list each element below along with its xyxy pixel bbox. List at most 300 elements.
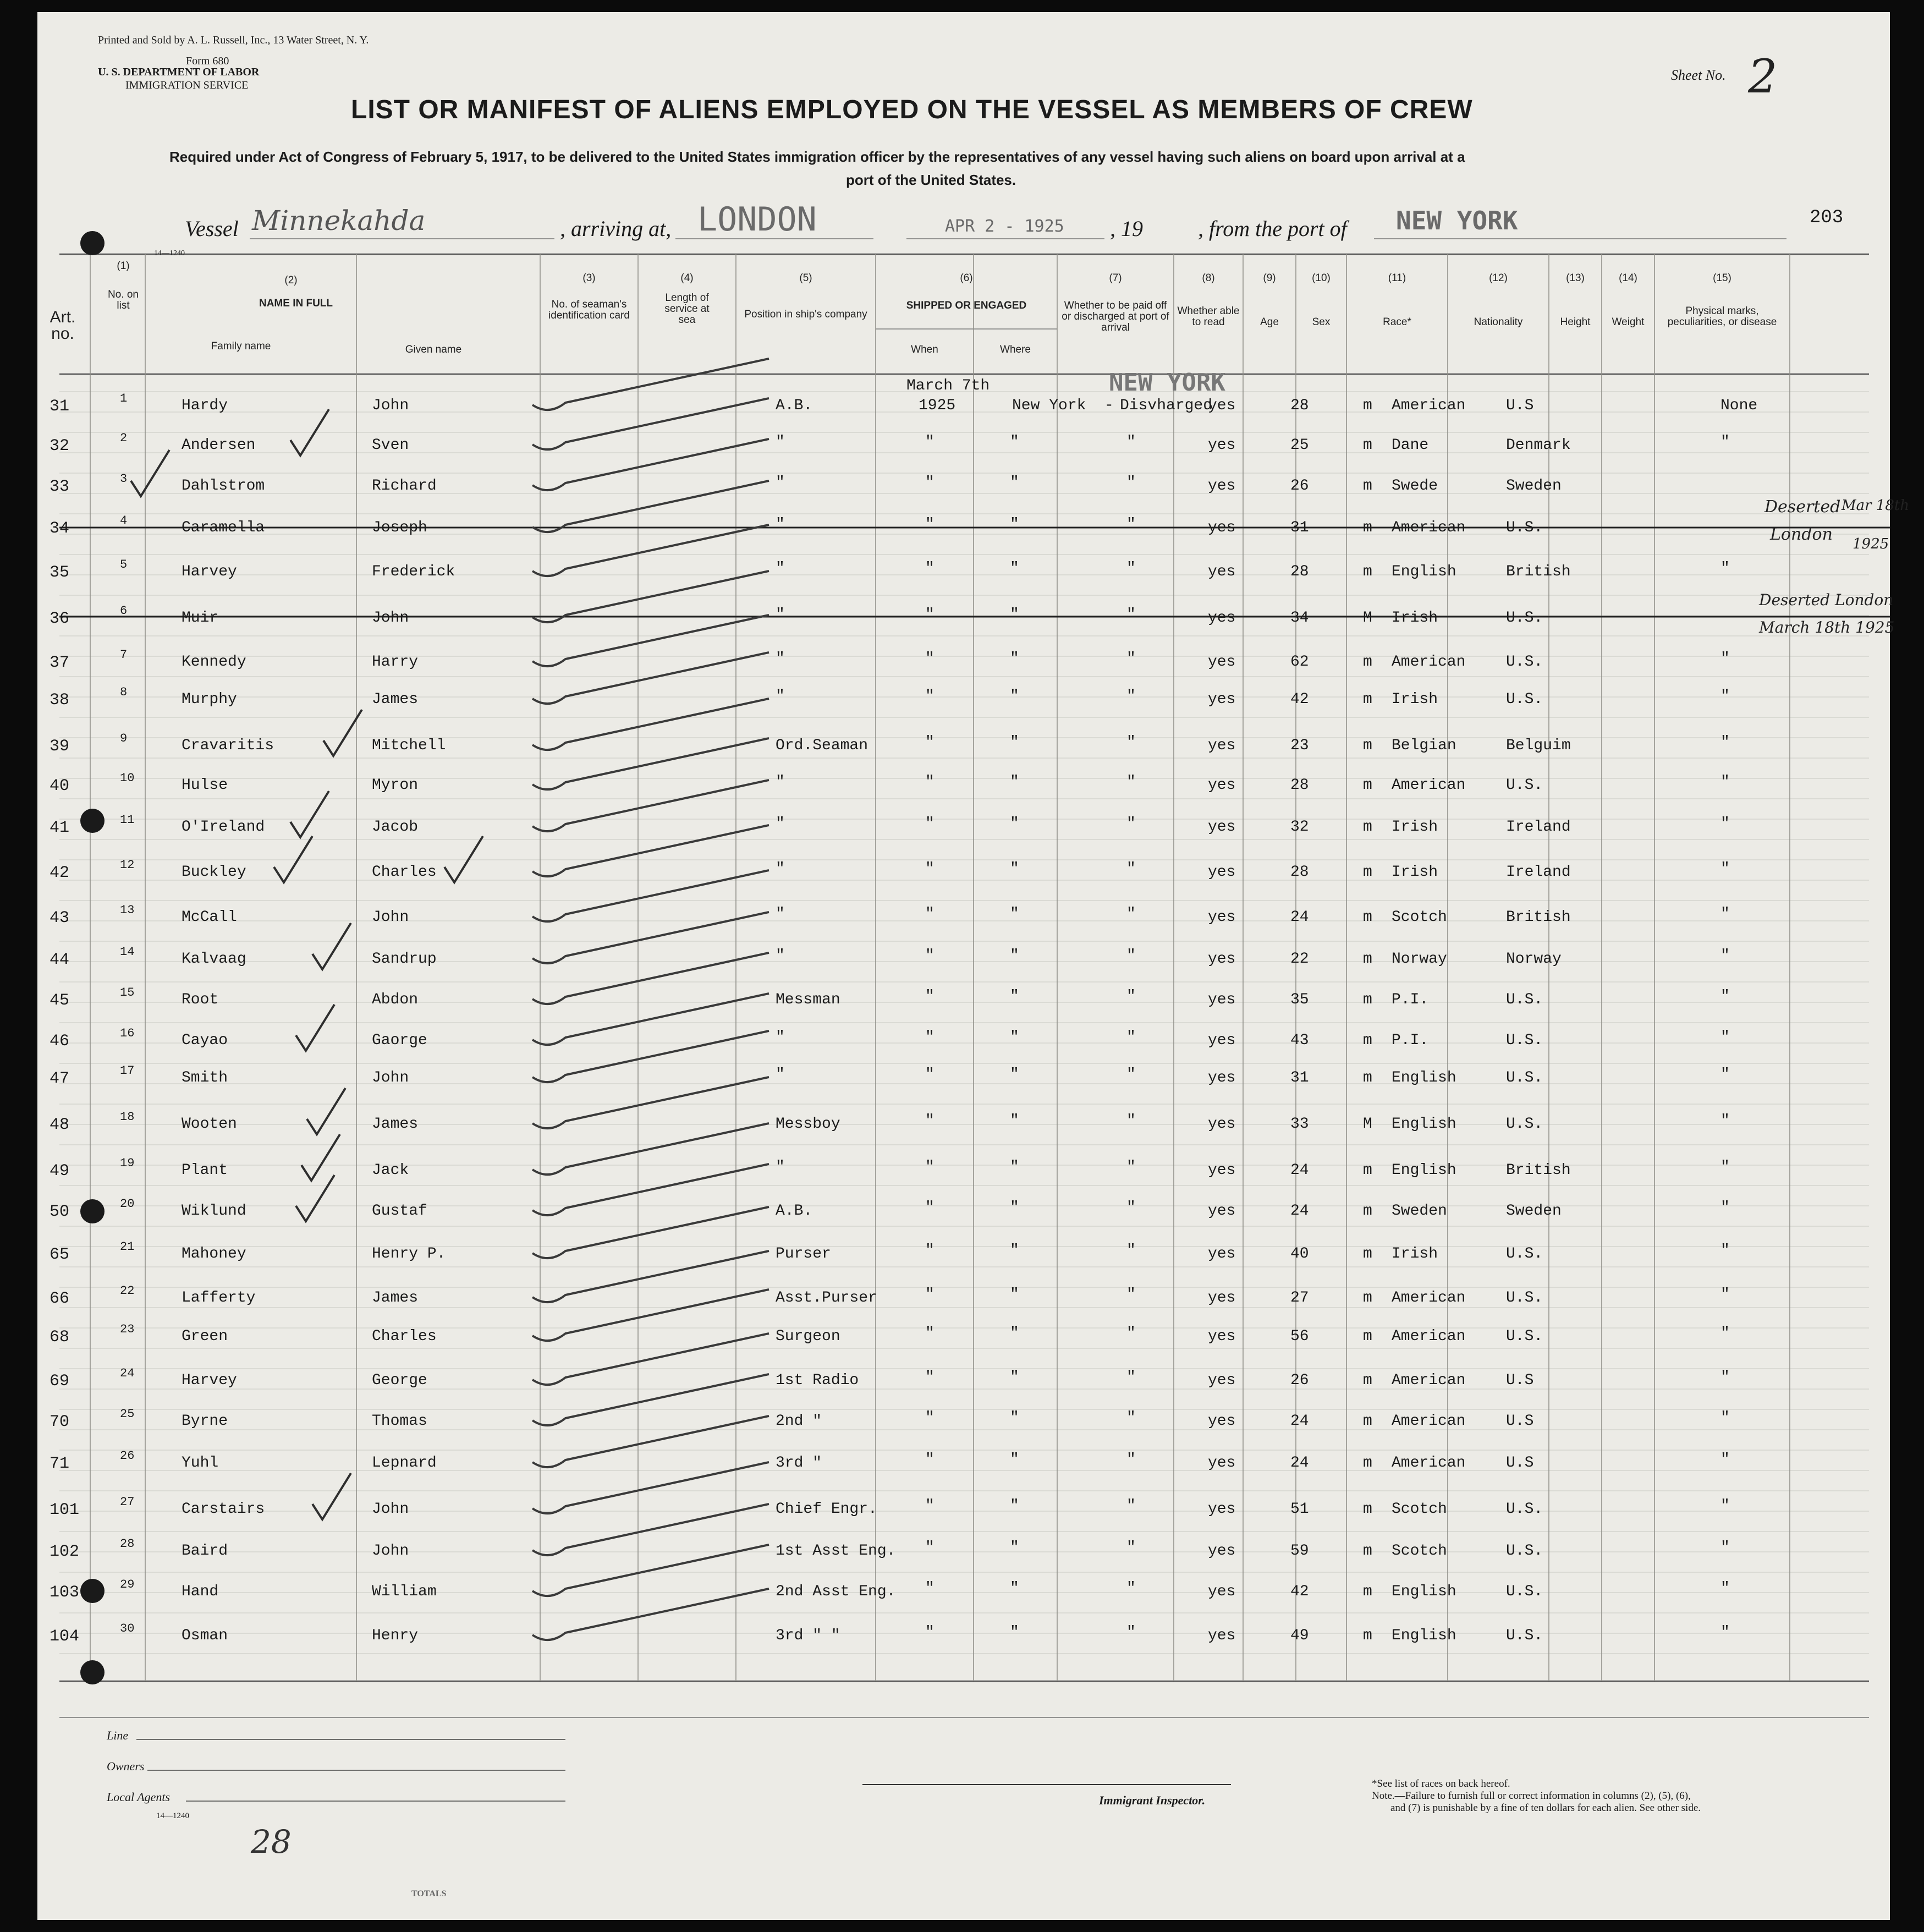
cell-shipped-where: " bbox=[1010, 860, 1019, 877]
col-11-label: Race* bbox=[1383, 316, 1411, 328]
cell-shipped-when: " bbox=[925, 734, 934, 751]
cell-discharged: " bbox=[1126, 1497, 1136, 1514]
tick-mark bbox=[274, 836, 312, 882]
cell-race: P.I. bbox=[1392, 991, 1429, 1008]
cell-discharged: " bbox=[1126, 734, 1136, 751]
cell-discharged: " bbox=[1126, 1409, 1136, 1426]
cell-nationality: U.S. bbox=[1506, 1245, 1543, 1263]
cell-able-to-read: yes bbox=[1208, 1501, 1236, 1518]
col-6a-label: When bbox=[911, 344, 938, 355]
cell-nationality: Ireland bbox=[1506, 864, 1571, 881]
cell-list-no: 28 bbox=[120, 1537, 135, 1551]
cell-sex: m bbox=[1363, 477, 1372, 495]
cell-able-to-read: yes bbox=[1208, 1543, 1236, 1560]
cell-race: P.I. bbox=[1392, 1032, 1429, 1049]
cell-age: 40 bbox=[1290, 1245, 1309, 1263]
cell-art-no: 33 bbox=[50, 477, 70, 496]
cell-age: 23 bbox=[1290, 737, 1309, 754]
cell-list-no: 15 bbox=[120, 986, 135, 1000]
pen-check-mark bbox=[532, 1031, 769, 1082]
pen-check-mark bbox=[532, 525, 769, 576]
cell-age: 42 bbox=[1290, 1583, 1309, 1600]
col-2a-label: Family name bbox=[211, 341, 271, 352]
cell-race: American bbox=[1392, 777, 1466, 794]
cell-nationality: U.S. bbox=[1506, 691, 1543, 708]
cell-discharged: " bbox=[1126, 1624, 1136, 1641]
cell-shipped-when: " bbox=[925, 1199, 934, 1216]
tick-mark bbox=[312, 923, 351, 969]
cell-age: 22 bbox=[1290, 951, 1309, 968]
cell-position: " bbox=[776, 1029, 785, 1046]
cell-sex: m bbox=[1363, 951, 1372, 968]
cell-family-name: Buckley bbox=[182, 864, 246, 881]
cell-art-no: 34 bbox=[50, 519, 70, 538]
cell-family-name: Hand bbox=[182, 1583, 219, 1600]
new-york-stamp: NEW YORK bbox=[1109, 369, 1225, 397]
cell-race: Belgian bbox=[1392, 737, 1456, 754]
cell-able-to-read: yes bbox=[1208, 1162, 1236, 1179]
cell-family-name: Harvey bbox=[182, 1372, 237, 1389]
cell-sex: m bbox=[1363, 1583, 1372, 1600]
cell-given-name: William bbox=[372, 1583, 437, 1600]
cell-physical-marks: None bbox=[1720, 397, 1758, 414]
col-8-label: Whether able to read bbox=[1177, 305, 1240, 328]
manifest-date: APR 2 - 1925 bbox=[945, 217, 1064, 236]
from-port: NEW YORK bbox=[1396, 206, 1518, 235]
cell-age: 26 bbox=[1290, 477, 1309, 495]
deserted-note-2a: Deserted London bbox=[1759, 591, 1894, 609]
cell-discharged: " bbox=[1126, 474, 1136, 491]
cell-age: 24 bbox=[1290, 1455, 1309, 1472]
cell-nationality: U.S. bbox=[1506, 1032, 1543, 1049]
manifest-sheet bbox=[37, 12, 1910, 1920]
cell-position: 3rd " bbox=[776, 1455, 822, 1472]
cell-shipped-when: " bbox=[925, 1066, 934, 1083]
cell-shipped-when: " bbox=[925, 1242, 934, 1259]
cell-race: American bbox=[1392, 1328, 1466, 1345]
cell-given-name: John bbox=[372, 610, 409, 627]
cell-given-name: James bbox=[372, 691, 419, 708]
col-1-num: (1) bbox=[117, 260, 130, 272]
pen-check-mark bbox=[532, 439, 769, 490]
tick-mark bbox=[296, 1175, 334, 1221]
binder-hole bbox=[80, 1199, 105, 1223]
cell-sex: m bbox=[1363, 777, 1372, 794]
cell-age: 33 bbox=[1290, 1116, 1309, 1133]
pen-check-mark bbox=[532, 912, 769, 963]
cell-physical-marks: " bbox=[1720, 1159, 1730, 1176]
cell-position: Asst.Purser bbox=[776, 1289, 877, 1307]
cell-sex: m bbox=[1363, 1372, 1372, 1389]
cell-sex: m bbox=[1363, 1162, 1372, 1179]
cell-given-name: George bbox=[372, 1372, 427, 1389]
pen-check-mark bbox=[532, 359, 769, 410]
cell-able-to-read: yes bbox=[1208, 563, 1236, 580]
cell-given-name: Abdon bbox=[372, 991, 419, 1008]
pen-check-mark bbox=[532, 398, 769, 449]
footer-totals: TOTALS bbox=[411, 1889, 447, 1898]
cell-sex: m bbox=[1363, 654, 1372, 671]
cell-list-no: 7 bbox=[120, 648, 128, 662]
cell-race: American bbox=[1392, 654, 1466, 671]
cell-family-name: Wooten bbox=[182, 1116, 237, 1133]
cell-sex: M bbox=[1363, 610, 1372, 627]
cell-position: Surgeon bbox=[776, 1328, 840, 1345]
cell-physical-marks: " bbox=[1720, 1199, 1730, 1216]
cell-race: Scotch bbox=[1392, 909, 1447, 926]
cell-shipped-where: " bbox=[1010, 688, 1019, 705]
cell-family-name: Caramella bbox=[182, 519, 265, 536]
cell-sex: m bbox=[1363, 1032, 1372, 1049]
cell-nationality: U.S. bbox=[1506, 1543, 1543, 1560]
cell-able-to-read: yes bbox=[1208, 991, 1236, 1008]
cell-race: English bbox=[1392, 1627, 1456, 1644]
cell-shipped-where: " bbox=[1010, 1159, 1019, 1176]
cell-nationality: U.S. bbox=[1506, 654, 1543, 671]
cell-able-to-read: yes bbox=[1208, 1069, 1236, 1086]
cell-given-name: John bbox=[372, 1069, 409, 1086]
cell-position: " bbox=[776, 773, 785, 791]
col-2-label: NAME IN FULL bbox=[259, 298, 333, 309]
cell-shipped-where: " bbox=[1010, 815, 1019, 832]
cell-list-no: 9 bbox=[120, 732, 128, 745]
cell-race: Swede bbox=[1392, 477, 1438, 495]
cell-physical-marks: " bbox=[1720, 1112, 1730, 1129]
cell-race: American bbox=[1392, 1289, 1466, 1307]
cell-position: A.B. bbox=[776, 1203, 813, 1220]
cell-given-name: Frederick bbox=[372, 563, 455, 580]
cell-art-no: 104 bbox=[50, 1627, 80, 1646]
cell-art-no: 48 bbox=[50, 1116, 70, 1134]
cell-family-name: Cayao bbox=[182, 1032, 228, 1049]
footer-line-label: Line bbox=[107, 1728, 129, 1742]
cell-given-name: Thomas bbox=[372, 1413, 427, 1430]
cell-discharged: " bbox=[1126, 988, 1136, 1005]
col-12-label: Nationality bbox=[1474, 316, 1523, 328]
cell-family-name: Harvey bbox=[182, 563, 237, 580]
form-number: Form 680 bbox=[186, 55, 229, 67]
cell-given-name: Sven bbox=[372, 437, 409, 454]
cell-physical-marks: " bbox=[1720, 773, 1730, 791]
cell-art-no: 32 bbox=[50, 437, 70, 455]
cell-physical-marks: " bbox=[1720, 1409, 1730, 1426]
cell-sex: m bbox=[1363, 819, 1372, 836]
cell-family-name: Dahlstrom bbox=[182, 477, 265, 495]
cell-physical-marks: " bbox=[1720, 1539, 1730, 1556]
col-9-label: Age bbox=[1260, 316, 1279, 328]
cell-discharged: " bbox=[1126, 606, 1136, 623]
cell-nationality: U.S. bbox=[1506, 991, 1543, 1008]
cell-physical-marks: " bbox=[1720, 988, 1730, 1005]
cell-position: " bbox=[776, 1066, 785, 1083]
cell-art-no: 42 bbox=[50, 864, 70, 882]
cell-discharged: " bbox=[1126, 560, 1136, 577]
cell-nationality: U.S bbox=[1506, 1455, 1534, 1472]
cell-nationality: U.S. bbox=[1506, 1289, 1543, 1307]
cell-family-name: Osman bbox=[182, 1627, 228, 1644]
cell-shipped-when: " bbox=[925, 1369, 934, 1386]
cell-list-no: 25 bbox=[120, 1407, 135, 1421]
printer-line: Printed and Sold by A. L. Russell, Inc., 13 Water Street, N. Y. bbox=[98, 34, 369, 46]
sheet-label: Sheet No. bbox=[1671, 67, 1726, 83]
year-label: , 19 bbox=[1110, 216, 1143, 241]
cell-shipped-where: " bbox=[1010, 1112, 1019, 1129]
col-7-label: Whether to be paid off or discharged at port of arrival bbox=[1062, 300, 1169, 333]
cell-shipped-when: " bbox=[925, 947, 934, 964]
cell-nationality: U.S. bbox=[1506, 1627, 1543, 1644]
cell-list-no: 27 bbox=[120, 1495, 135, 1509]
cell-able-to-read: yes bbox=[1208, 1372, 1236, 1389]
cell-position: 2nd Asst Eng. bbox=[776, 1583, 896, 1600]
cell-list-no: 4 bbox=[120, 514, 128, 528]
cell-position: " bbox=[776, 433, 785, 451]
cell-nationality: U.S. bbox=[1506, 1501, 1543, 1518]
binder-hole bbox=[80, 809, 105, 833]
deserted-note-1a: Deserted bbox=[1764, 497, 1841, 517]
cell-sex: m bbox=[1363, 1245, 1372, 1263]
cell-physical-marks: " bbox=[1720, 1325, 1730, 1342]
cell-given-name: Lepnard bbox=[372, 1455, 437, 1472]
cell-position: " bbox=[776, 688, 785, 705]
service: IMMIGRATION SERVICE bbox=[125, 79, 249, 91]
cell-given-name: John bbox=[372, 1501, 409, 1518]
cell-physical-marks: " bbox=[1720, 1066, 1730, 1083]
cell-physical-marks: " bbox=[1720, 1497, 1730, 1514]
tick-mark bbox=[307, 1088, 345, 1134]
cell-list-no: 21 bbox=[120, 1240, 135, 1254]
cell-shipped-where: " bbox=[1010, 1199, 1019, 1216]
cell-position: " bbox=[776, 905, 785, 923]
col-11-num: (11) bbox=[1388, 272, 1406, 284]
cell-family-name: Plant bbox=[182, 1162, 228, 1179]
cell-physical-marks: " bbox=[1720, 1369, 1730, 1386]
cell-nationality: U.S bbox=[1506, 1372, 1534, 1389]
cell-nationality: British bbox=[1506, 563, 1571, 580]
footer-note-1: *See list of races on back hereof. bbox=[1372, 1778, 1510, 1790]
cell-family-name: Hardy bbox=[182, 397, 228, 414]
pen-check-mark bbox=[532, 870, 769, 921]
cell-list-no: 11 bbox=[120, 813, 135, 827]
cell-age: 62 bbox=[1290, 654, 1309, 671]
cell-position: 1st Radio bbox=[776, 1372, 859, 1389]
cell-race: English bbox=[1392, 1116, 1456, 1133]
cell-family-name: Wiklund bbox=[182, 1203, 246, 1220]
col-5-label: Position in ship's company bbox=[744, 309, 867, 320]
cell-race: Irish bbox=[1392, 864, 1438, 881]
cell-sex: M bbox=[1363, 1116, 1372, 1133]
cell-position: " bbox=[776, 1159, 785, 1176]
cell-family-name: Kennedy bbox=[182, 654, 246, 671]
cell-able-to-read: yes bbox=[1208, 1245, 1236, 1263]
cell-sex: m bbox=[1363, 437, 1372, 454]
cell-art-no: 39 bbox=[50, 737, 70, 756]
cell-sex: m bbox=[1363, 397, 1372, 414]
cell-sex: m bbox=[1363, 1203, 1372, 1220]
cell-shipped-where: " bbox=[1010, 1369, 1019, 1386]
cell-given-name: Jacob bbox=[372, 819, 419, 836]
cell-able-to-read: yes bbox=[1208, 864, 1236, 881]
cell-physical-marks: " bbox=[1720, 1580, 1730, 1597]
cell-family-name: Lafferty bbox=[182, 1289, 256, 1307]
cell-shipped-where: " bbox=[1010, 1066, 1019, 1083]
cell-race: English bbox=[1392, 1583, 1456, 1600]
cell-given-name: James bbox=[372, 1116, 419, 1133]
cell-shipped-when: " bbox=[925, 606, 934, 623]
pen-check-mark bbox=[532, 780, 769, 831]
pen-check-mark bbox=[532, 699, 769, 750]
col-9-num: (9) bbox=[1263, 272, 1276, 284]
cell-race: American bbox=[1392, 519, 1466, 536]
cell-position: " bbox=[776, 560, 785, 577]
col-8-num: (8) bbox=[1202, 272, 1215, 284]
cell-able-to-read: yes bbox=[1208, 397, 1236, 414]
cell-shipped-when: " bbox=[925, 1112, 934, 1129]
cell-sex: m bbox=[1363, 691, 1372, 708]
cell-race: American bbox=[1392, 397, 1466, 414]
col-3-label: No. of seaman's identification card bbox=[548, 299, 630, 321]
cell-nationality: U.S. bbox=[1506, 1583, 1543, 1600]
cell-nationality: Norway bbox=[1506, 951, 1562, 968]
cell-physical-marks: " bbox=[1720, 1624, 1730, 1641]
deserted-note-1b: Mar 18th bbox=[1841, 497, 1910, 514]
cell-race: Sweden bbox=[1392, 1203, 1447, 1220]
pen-check-mark bbox=[532, 1416, 769, 1467]
cell-given-name: Henry P. bbox=[372, 1245, 446, 1263]
immigrant-inspector-label: Immigrant Inspector. bbox=[1099, 1793, 1206, 1807]
pen-check-mark bbox=[532, 615, 769, 666]
cell-list-no: 1 bbox=[120, 392, 128, 405]
cell-given-name: Myron bbox=[372, 777, 419, 794]
cell-shipped-where: " bbox=[1010, 947, 1019, 964]
cell-shipped-when: " bbox=[925, 1029, 934, 1046]
cell-given-name: John bbox=[372, 1543, 409, 1560]
cell-position: " bbox=[776, 815, 785, 832]
cell-list-no: 29 bbox=[120, 1578, 135, 1591]
cell-shipped-where: " bbox=[1010, 516, 1019, 533]
cell-age: 32 bbox=[1290, 819, 1309, 836]
cell-given-name: John bbox=[372, 397, 409, 414]
cell-race: Irish bbox=[1392, 691, 1438, 708]
cell-physical-marks: " bbox=[1720, 734, 1730, 751]
cell-shipped-when: " bbox=[925, 773, 934, 791]
tick-mark bbox=[301, 1134, 340, 1181]
cell-age: 56 bbox=[1290, 1328, 1309, 1345]
col-2b-label: Given name bbox=[405, 344, 462, 355]
col-14-label: Weight bbox=[1612, 316, 1645, 328]
cell-nationality: British bbox=[1506, 909, 1571, 926]
cell-shipped-where: New York bbox=[1012, 397, 1086, 414]
cell-race: Scotch bbox=[1392, 1501, 1447, 1518]
cell-position: Messboy bbox=[776, 1116, 840, 1133]
cell-position: Ord.Seaman bbox=[776, 737, 868, 754]
cell-able-to-read: yes bbox=[1208, 1203, 1236, 1220]
pen-check-mark bbox=[532, 1333, 769, 1385]
cell-shipped-where: " bbox=[1010, 988, 1019, 1005]
cell-shipped-when: " bbox=[925, 1159, 934, 1176]
cell-physical-marks: " bbox=[1720, 1286, 1730, 1303]
cell-shipped-where: " bbox=[1010, 1409, 1019, 1426]
footer-note-3: and (7) is punishable by a fine of ten dollars for each alien. See other side. bbox=[1390, 1802, 1701, 1814]
cell-shipped-where: " bbox=[1010, 1580, 1019, 1597]
cell-list-no: 30 bbox=[120, 1622, 135, 1635]
cell-nationality: Sweden bbox=[1506, 477, 1562, 495]
cell-discharged: " bbox=[1126, 815, 1136, 832]
cell-position: Chief Engr. bbox=[776, 1501, 877, 1518]
cell-art-no: 47 bbox=[50, 1069, 70, 1088]
cell-race: English bbox=[1392, 563, 1456, 580]
col-13-num: (13) bbox=[1566, 272, 1585, 284]
cell-age: 31 bbox=[1290, 519, 1309, 536]
cell-given-name: Joseph bbox=[372, 519, 427, 536]
cell-list-no: 13 bbox=[120, 903, 135, 917]
cell-shipped-when: " bbox=[925, 516, 934, 533]
cell-discharged: " bbox=[1126, 433, 1136, 451]
cell-family-name: Hulse bbox=[182, 777, 228, 794]
col-10-num: (10) bbox=[1312, 272, 1331, 284]
pen-check-mark bbox=[532, 1289, 769, 1341]
pen-check-mark bbox=[532, 652, 769, 704]
cell-art-no: 102 bbox=[50, 1543, 80, 1561]
tick-mark bbox=[312, 1473, 351, 1519]
cell-discharged: " bbox=[1126, 1286, 1136, 1303]
cell-age: 24 bbox=[1290, 1162, 1309, 1179]
cell-art-no: 69 bbox=[50, 1372, 70, 1391]
cell-sex: m bbox=[1363, 909, 1372, 926]
cell-able-to-read: yes bbox=[1208, 1289, 1236, 1307]
cell-race: Irish bbox=[1392, 819, 1438, 836]
form-subtitle-1: Required under Act of Congress of February 5, 1917, to be delivered to the United States immigration officer by the representatives of any vessel having such aliens on board upon arrival at a bbox=[169, 149, 1465, 165]
cell-position: A.B. bbox=[776, 397, 813, 414]
vessel-label: Vessel bbox=[185, 216, 239, 241]
cell-position: " bbox=[776, 474, 785, 491]
cell-nationality: U.S. bbox=[1506, 519, 1543, 536]
cell-physical-marks: " bbox=[1720, 815, 1730, 832]
col-2-num: (2) bbox=[284, 275, 298, 286]
cell-discharged: " bbox=[1126, 947, 1136, 964]
cell-sex: m bbox=[1363, 1328, 1372, 1345]
cell-sex: m bbox=[1363, 1543, 1372, 1560]
cell-sex: m bbox=[1363, 737, 1372, 754]
col-1-label: No. on list bbox=[108, 289, 139, 311]
cell-discharged: " bbox=[1126, 860, 1136, 877]
cell-nationality: U.S. bbox=[1506, 1116, 1543, 1133]
cell-able-to-read: yes bbox=[1208, 1328, 1236, 1345]
cell-given-name: Gustaf bbox=[372, 1203, 427, 1220]
cell-shipped-where: " bbox=[1010, 606, 1019, 623]
cell-physical-marks: " bbox=[1720, 560, 1730, 577]
from-label: , from the port of bbox=[1198, 216, 1347, 241]
cell-shipped-when: " bbox=[925, 1409, 934, 1426]
cell-shipped-where: " bbox=[1010, 1497, 1019, 1514]
cell-position: 1st Asst Eng. bbox=[776, 1543, 896, 1560]
pen-check-mark bbox=[532, 1207, 769, 1258]
cell-shipped-where: " bbox=[1010, 1325, 1019, 1342]
cell-given-name: Richard bbox=[372, 477, 437, 495]
col-4-label: Length of service at sea bbox=[664, 292, 710, 326]
cell-shipped-when: March 7th bbox=[906, 377, 990, 394]
cell-position: 2nd " bbox=[776, 1413, 822, 1430]
cell-discharged: " bbox=[1126, 1066, 1136, 1083]
col-15-num: (15) bbox=[1713, 272, 1731, 284]
deserted-note-2b: March 18th 1925 bbox=[1759, 618, 1895, 636]
cell-race: Irish bbox=[1392, 610, 1438, 627]
cell-age: 59 bbox=[1290, 1543, 1309, 1560]
col-4-num: (4) bbox=[680, 272, 694, 284]
cell-position: " bbox=[776, 606, 785, 623]
cell-age: 28 bbox=[1290, 563, 1309, 580]
pen-check-mark bbox=[532, 1251, 769, 1302]
cell-discharged: " bbox=[1126, 1199, 1136, 1216]
